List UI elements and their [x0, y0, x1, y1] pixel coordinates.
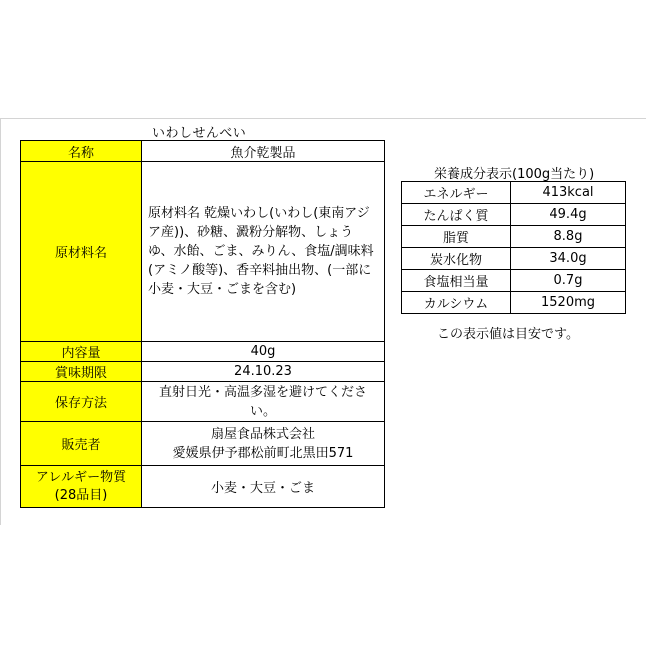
table-row	[402, 270, 626, 292]
nutrition-label: エネルギー	[402, 182, 511, 204]
table-row	[402, 292, 626, 314]
table-row	[21, 382, 385, 422]
nutrition-label: 脂質	[402, 226, 511, 248]
nutrition-label: 炭水化物	[402, 248, 511, 270]
nutrition-value: 0.7g	[511, 270, 626, 292]
table-row	[21, 422, 385, 466]
table-row	[21, 342, 385, 362]
nutrition-label: 食塩相当量	[402, 270, 511, 292]
nutrition-table	[401, 181, 626, 314]
table-row	[21, 141, 385, 162]
name-value: 魚介乾製品	[142, 141, 385, 162]
name-header: 名称	[21, 141, 142, 162]
storage-header: 保存方法	[21, 382, 142, 422]
best-before-value: 24.10.23	[142, 362, 385, 382]
seller-company: 扇屋食品株式会社	[210, 426, 315, 442]
volume-value: 40g	[142, 342, 385, 362]
allergens-value: 小麦・大豆・ごま	[142, 466, 385, 508]
allergens-header-line2: (28品目)	[54, 487, 108, 503]
ingredients-value: 原材料名 乾燥いわし(いわし(東南アジア産))、砂糖、澱粉分解物、しょうゆ、水飴、ごま、みりん、食塩/調味料(アミノ酸等)、香辛料抽出物、(一部に小麦・大豆・ごまを含む)	[142, 162, 385, 342]
ingredients-header: 原材料名	[21, 162, 142, 342]
allergens-header	[21, 466, 142, 508]
table-row	[402, 248, 626, 270]
nutrition-value: 49.4g	[511, 204, 626, 226]
nutrition-label: たんぱく質	[402, 204, 511, 226]
storage-value: 直射日光・高温多湿を避けてください。	[142, 382, 385, 422]
nutrition-label: カルシウム	[402, 292, 511, 314]
nutrition-title: 栄養成分表示(100g当たり)	[434, 167, 595, 182]
allergens-header-line1: アレルギー物質	[35, 469, 127, 485]
volume-header: 内容量	[21, 342, 142, 362]
seller-header: 販売者	[21, 422, 142, 466]
table-row	[402, 226, 626, 248]
best-before-header: 賞味期限	[21, 362, 142, 382]
table-row	[21, 466, 385, 508]
table-row	[402, 182, 626, 204]
product-label-table	[20, 140, 385, 508]
seller-address: 愛媛県伊予郡松前町北黒田571	[172, 445, 354, 461]
nutrition-note: この表示値は目安です。	[437, 327, 579, 342]
product-title: いわしせんべい	[152, 126, 247, 141]
nutrition-value: 1520mg	[511, 292, 626, 314]
nutrition-value: 34.0g	[511, 248, 626, 270]
table-row	[21, 162, 385, 342]
table-row	[402, 204, 626, 226]
seller-value	[142, 422, 385, 466]
table-row	[21, 362, 385, 382]
nutrition-value: 8.8g	[511, 226, 626, 248]
nutrition-value: 413kcal	[511, 182, 626, 204]
